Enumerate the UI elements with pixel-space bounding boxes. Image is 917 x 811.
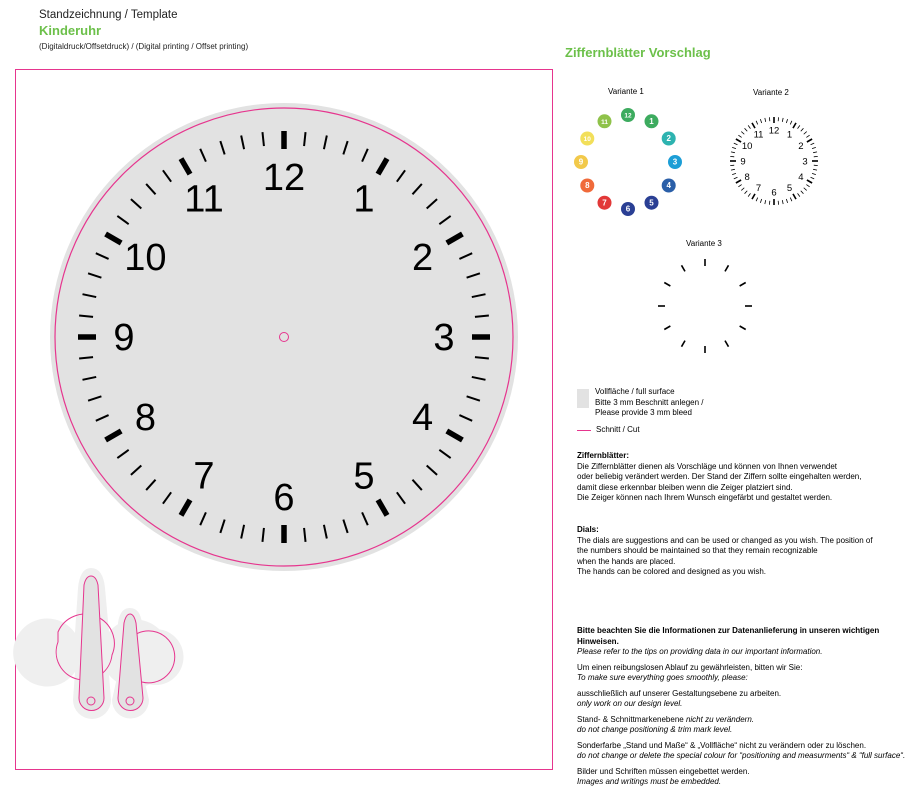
variant-2-tick [806, 185, 809, 187]
variant-2-tick [801, 128, 804, 131]
legend-surface-1: Vollfläche / full surface [595, 387, 675, 396]
print-info: (Digitaldruck/Offsetdruck) / (Digital printing / Offset printing) [39, 42, 249, 51]
variant-1-dial [574, 108, 682, 216]
variant-2-tick [790, 121, 792, 125]
variant-2-tick [786, 199, 787, 203]
clock-number: 12 [262, 157, 306, 199]
variant-2-tick [804, 132, 807, 135]
notes-en-line: The dials are suggestions and can be used or changed as you wish. The position of [577, 535, 873, 545]
variant-2-tick [760, 199, 761, 203]
notes-en-title: Dials: [577, 525, 599, 534]
clock-number: 6 [273, 477, 295, 519]
instr-p3-en: do not change positioning & trim mark level. [577, 725, 733, 734]
legend-surface-3: Please provide 3 mm bleed [595, 408, 692, 417]
variant-3-tick [740, 326, 746, 330]
variant-2-tick [813, 169, 817, 170]
notes-en-line: The hands can be colored and designed as you wish. [577, 567, 767, 576]
variant-3-tick [725, 341, 729, 347]
clock-number: 1 [353, 178, 375, 221]
template-subtitle: Standzeichnung / Template [39, 9, 178, 21]
variant-2-tick [731, 152, 735, 153]
variant-2-dial [730, 117, 818, 205]
variant-3-tick [740, 283, 746, 287]
variant-2-tick [752, 194, 755, 199]
variant-2-number: 9 [740, 156, 746, 168]
variant-1-number: 2 [666, 134, 671, 144]
variant-2-tick [765, 200, 766, 204]
variant-3-tick [664, 283, 670, 287]
variant-2-tick [745, 128, 748, 131]
instr-p4-de: Sonderfarbe „Stand und Maße“ & „Vollfläche“ nicht zu verändern oder zu löschen. [577, 740, 867, 750]
variant-2-tick [811, 177, 815, 179]
clock-number: 9 [113, 317, 135, 359]
instr-p5-en: Images and writings must be embedded. [577, 777, 722, 786]
variant-2-tick [745, 191, 748, 194]
variant-2-tick [813, 152, 817, 153]
variant-3-tick [664, 326, 670, 330]
instr-p1-de: Um einen reibungslosen Ablauf zu gewährleisten, bitten wir Sie: [577, 662, 803, 672]
variant-2-number: 4 [798, 171, 804, 183]
variant-2-tick [756, 198, 758, 202]
instr-p3-de [577, 715, 915, 726]
variant-2-number: 5 [786, 183, 793, 195]
data-delivery-instructions [577, 626, 915, 793]
variant-2-tick [741, 188, 744, 191]
variant-2-tick [760, 119, 761, 123]
variant-2-tick [765, 118, 766, 122]
variant-2-tick [801, 191, 804, 194]
variant-2-number: 11 [753, 129, 764, 141]
variant-1-number: 3 [672, 157, 678, 167]
legend-surface-2: Bitte 3 mm Beschnitt anlegen / [595, 397, 704, 407]
variant-2-tick [793, 123, 796, 128]
clock-number: 8 [134, 397, 157, 439]
variant-2-tick [731, 169, 735, 170]
variant-3-tick [682, 341, 686, 347]
variant-1-number: 5 [649, 198, 654, 208]
variant-1-number: 6 [625, 204, 631, 214]
instr-p3-de-a: Stand- & Schnittmarkenebene [577, 714, 686, 724]
full-surface-legend [595, 387, 704, 419]
cut-legend: Schnitt / Cut [596, 425, 640, 434]
variant-1-number: 8 [585, 181, 590, 191]
variant-2-number: 12 [768, 125, 780, 137]
variant-2-tick [752, 123, 755, 128]
variant-2-tick [804, 188, 807, 191]
notes-de-line: Die Ziffernblätter dienen als Vorschläge und können von Ihnen verwendet [577, 461, 838, 471]
variant-1-number: 1 [649, 116, 654, 126]
variant-3-tick [682, 265, 686, 271]
instructions-title-en: Please refer to the tips on providing data in our important information. [577, 647, 823, 656]
variant-2-tick [732, 147, 736, 148]
variant-2-tick [738, 135, 741, 137]
clock-number: 5 [353, 455, 375, 498]
notes-de-line: damit diese erkennbar bleiben wenn die Zeiger platziert sind. [577, 482, 793, 492]
variant-3-dial [658, 259, 752, 353]
instructions-title: Bitte beachten Sie die Informationen zur Datenanlieferung in unseren wichtigen Hinweisen. [577, 626, 880, 646]
clock-number: 11 [184, 178, 224, 221]
notes-en-line: the numbers should be maintained so that they remain recognizable [577, 546, 818, 555]
variant-2-tick [782, 118, 783, 122]
variant-1-number: 11 [601, 118, 608, 126]
instr-p2-de: ausschließlich auf unserer Gestaltungsebene zu arbeiten. [577, 688, 782, 698]
variant-3-tick [725, 265, 729, 271]
variant-2-tick [748, 193, 750, 196]
variant-2-tick [807, 180, 812, 183]
notes-en-line: when the hands are placed. [577, 556, 676, 566]
variant-2-tick [798, 125, 800, 128]
clock-number: 10 [124, 237, 167, 279]
variant-2-tick [782, 200, 783, 204]
variant-2-tick [732, 173, 736, 174]
variant-1-number: 4 [666, 181, 671, 191]
variant-1-number: 9 [578, 157, 584, 167]
dial-notes-en [577, 525, 907, 578]
dial-notes-de [577, 451, 907, 504]
variant-2-number: 6 [771, 187, 777, 199]
variant-2-tick [741, 132, 744, 135]
variant-2-tick [807, 139, 812, 142]
variant-2-tick [811, 143, 815, 145]
notes-de-line: oder beliebig verändert werden. Der Stand der Ziffern sollte eingehalten werden, [577, 472, 862, 481]
variant-2-number: 7 [755, 183, 762, 195]
clock-number: 3 [433, 317, 455, 359]
variant-2-tick [786, 119, 787, 123]
instr-p2-en: only work on our design level. [577, 699, 683, 708]
variant-2-tick [793, 194, 796, 199]
clock-number: 7 [193, 455, 215, 498]
variant-2-tick [736, 139, 741, 142]
notes-de-title: Ziffernblätter: [577, 451, 629, 460]
variant-1-number: 10 [583, 136, 591, 144]
variant-2-number: 2 [798, 140, 804, 152]
variant-3-label: Variante 3 [686, 239, 722, 248]
instr-p3-de-b: nicht zu verändern. [685, 714, 754, 724]
variant-2-tick [738, 185, 741, 187]
variant-2-tick [748, 125, 750, 128]
variant-2-tick [812, 147, 816, 148]
product-title: Kinderuhr [39, 23, 102, 38]
full-surface-swatch [577, 389, 589, 408]
cut-line-swatch [577, 430, 591, 431]
variant-2-tick [756, 121, 758, 125]
clock-number: 4 [411, 397, 434, 439]
variant-2-tick [806, 135, 809, 137]
variant-2-tick [734, 143, 738, 145]
variant-1-number: 12 [624, 112, 632, 120]
dial-suggestions-title: Ziffernblätter Vorschlag [565, 45, 711, 60]
variant-1-number: 7 [602, 198, 607, 208]
instr-p1-en: To make sure everything goes smoothly, please: [577, 673, 748, 682]
variant-2-tick [734, 177, 738, 179]
variant-2-number: 1 [786, 129, 793, 141]
instr-p4-en: do not change or delete the special colour for “positioning and measurments“ & “full surface“. [577, 751, 906, 760]
instr-p5-de: Bilder und Schriften müssen eingebettet werden. [577, 766, 750, 776]
clock-number: 2 [411, 237, 434, 279]
variant-2-label: Variante 2 [753, 88, 789, 97]
notes-de-line: Die Zeiger können nach Ihrem Wunsch eingefärbt und gestaltet werden. [577, 493, 833, 502]
variant-2-tick [736, 180, 741, 183]
variant-2-tick [812, 173, 816, 174]
variant-2-number: 10 [741, 140, 753, 152]
variant-1-label: Variante 1 [608, 87, 644, 96]
variant-2-number: 8 [744, 171, 750, 183]
variant-dials [560, 95, 830, 365]
variant-2-number: 3 [802, 156, 808, 168]
variant-2-tick [790, 198, 792, 202]
variant-2-tick [798, 193, 800, 196]
